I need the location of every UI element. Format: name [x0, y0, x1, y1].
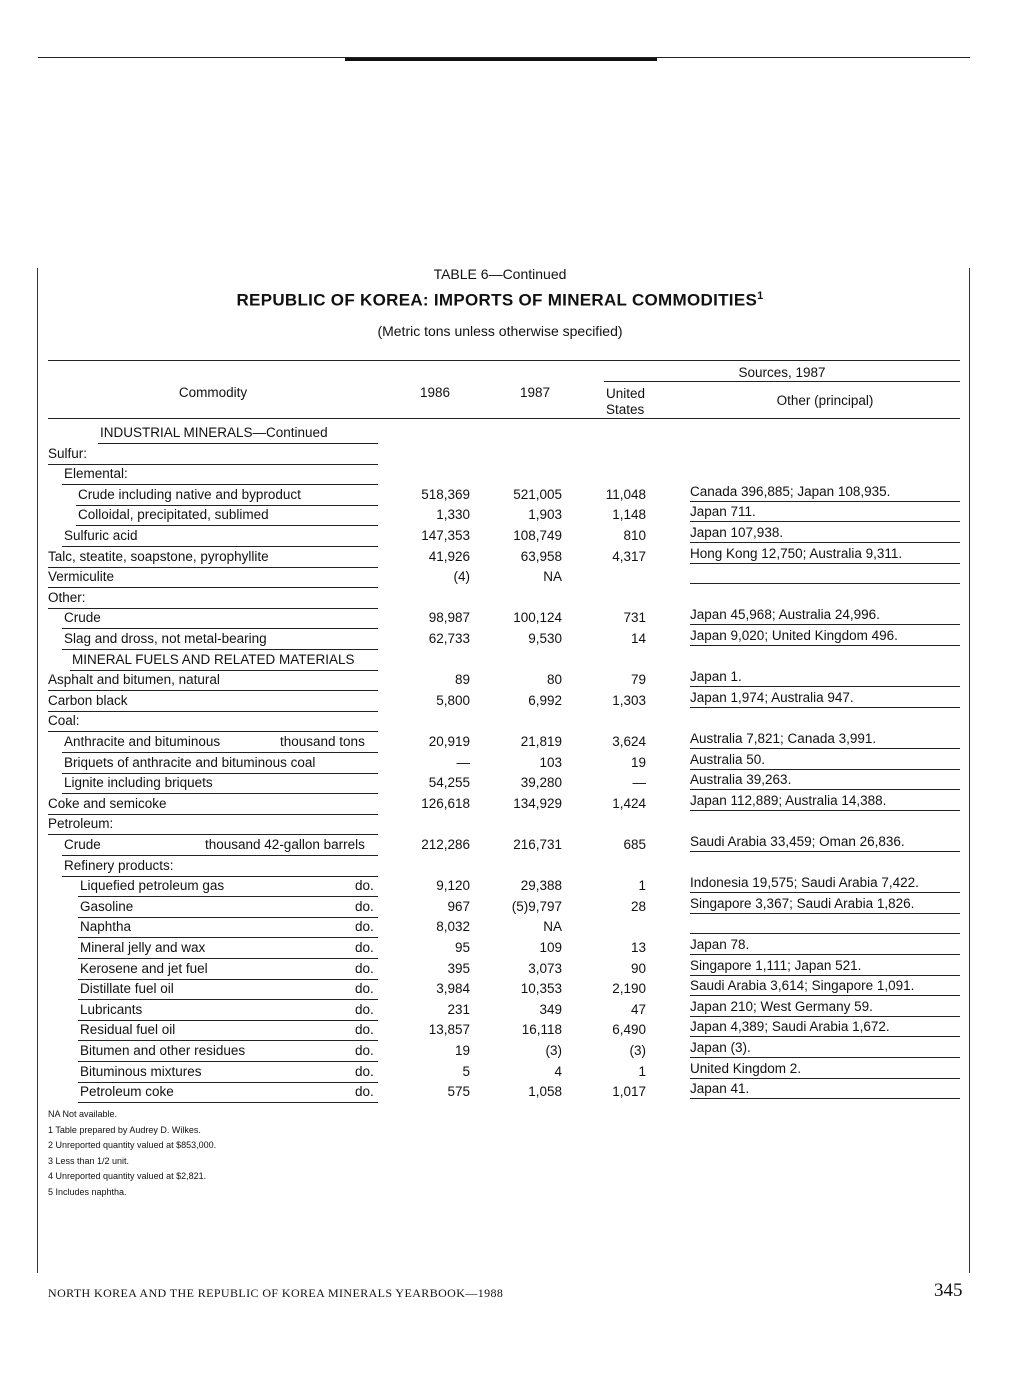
row-label-rule	[76, 525, 378, 526]
value-other-sources: Hong Kong 12,750; Australia 9,311.	[690, 546, 903, 561]
header-bottom-rule	[48, 418, 960, 419]
value-united-states: 47	[630, 1002, 646, 1017]
value-united-states: 14	[630, 631, 646, 646]
row-label-rule	[48, 731, 378, 732]
value-1987: 349	[539, 1002, 562, 1017]
value-1987: 6,992	[528, 693, 562, 708]
value-1986: 41,926	[428, 549, 470, 564]
row-label: Gasoline	[80, 899, 134, 914]
value-other-sources: Japan 1.	[690, 669, 742, 684]
value-other-sources: Japan 210; West Germany 59.	[690, 999, 873, 1014]
value-1986: 212,286	[421, 837, 470, 852]
value-other-sources: Australia 50.	[690, 752, 766, 767]
row-label: Colloidal, precipitated, sublimed	[78, 507, 269, 522]
row-label: Naphtha	[80, 919, 132, 934]
row-right-rule	[690, 892, 960, 893]
value-1987: 4	[554, 1064, 562, 1079]
row-right-rule	[690, 686, 960, 687]
value-1987: 103	[539, 755, 562, 770]
row-label: Sulfur:	[48, 446, 88, 461]
row-label-rule	[78, 999, 378, 1000]
value-united-states: 3,624	[612, 734, 646, 749]
value-1986: 3,984	[436, 981, 470, 996]
row-unit: do.	[355, 1084, 374, 1099]
value-other-sources: Japan 1,974; Australia 947.	[690, 690, 854, 705]
row-label-rule	[48, 587, 378, 588]
value-1987: 108,749	[513, 528, 562, 543]
row-label-rule	[78, 896, 378, 897]
value-1986: 395	[447, 961, 470, 976]
value-other-sources: Canada 396,885; Japan 108,935.	[690, 484, 891, 499]
row-right-rule	[690, 954, 960, 955]
value-united-states: 731	[623, 610, 646, 625]
header-other: Other (principal)	[776, 393, 874, 408]
row-right-rule	[690, 933, 960, 934]
row-right-rule	[690, 1057, 960, 1058]
value-1987: NA	[543, 919, 562, 934]
row-unit: do.	[355, 919, 374, 934]
value-other-sources: Japan 107,938.	[690, 525, 784, 540]
row-label: Coal:	[48, 713, 80, 728]
value-1986: 9,120	[436, 878, 470, 893]
footnote: 1 Table prepared by Audrey D. Wilkes.	[48, 1124, 201, 1135]
value-1986: 1,330	[436, 507, 470, 522]
row-label-rule	[48, 608, 378, 609]
row-label: Lignite including briquets	[64, 775, 213, 790]
value-united-states: 1	[638, 878, 646, 893]
sources-rule	[604, 381, 960, 382]
row-unit: do.	[355, 981, 374, 996]
value-united-states: 685	[623, 837, 646, 852]
row-label-rule	[48, 814, 378, 815]
value-other-sources: Japan (3).	[690, 1040, 751, 1055]
row-unit: thousand 42-gallon barrels	[205, 837, 365, 852]
header-commodity: Commodity	[178, 385, 248, 400]
header-top-rule	[48, 360, 960, 361]
value-other-sources: Japan 112,889; Australia 14,388.	[690, 793, 887, 808]
value-1986: 8,032	[436, 919, 470, 934]
row-unit: do.	[355, 1022, 374, 1037]
row-label: Crude	[64, 837, 101, 852]
row-label: Lubricants	[80, 1002, 143, 1017]
value-other-sources: Australia 39,263.	[690, 772, 792, 787]
row-unit: do.	[355, 899, 374, 914]
value-united-states: 1,148	[612, 507, 646, 522]
row-label-rule	[62, 649, 378, 650]
row-label: Vermiculite	[48, 569, 115, 584]
value-other-sources: Singapore 3,367; Saudi Arabia 1,826.	[690, 896, 915, 911]
row-label-rule	[78, 917, 378, 918]
footnote: 5 Includes naphtha.	[48, 1186, 127, 1197]
row-label: Talc, steatite, soapstone, pyrophyllite	[48, 549, 269, 564]
value-1987: 9,530	[528, 631, 562, 646]
row-unit: do.	[355, 940, 374, 955]
row-label-rule	[78, 1061, 378, 1062]
footnote: 4 Unreported quantity valued at $2,821.	[48, 1171, 207, 1181]
value-1987: 29,388	[520, 878, 562, 893]
row-label: Slag and dross, not metal-bearing	[64, 631, 267, 646]
row-label: MINERAL FUELS AND RELATED MATERIALS	[72, 652, 355, 667]
row-label: Kerosene and jet fuel	[80, 961, 208, 976]
row-right-rule	[690, 975, 960, 976]
value-other-sources: Japan 9,020; United Kingdom 496.	[690, 628, 898, 643]
row-label: Distillate fuel oil	[80, 981, 174, 996]
value-other-sources: Japan 711.	[690, 504, 756, 519]
page-number: 345	[934, 1280, 963, 1301]
row-label-rule	[62, 855, 378, 856]
value-1987: 1,903	[528, 507, 562, 522]
value-united-states: 1,424	[612, 796, 646, 811]
value-other-sources: Japan 41.	[690, 1081, 750, 1096]
value-united-states: 11,048	[605, 487, 646, 502]
row-label: Liquefied petroleum gas	[80, 878, 225, 893]
left-margin-rule	[37, 268, 38, 1273]
value-1987: 521,005	[513, 487, 562, 502]
value-1987: 10,353	[520, 981, 562, 996]
title-footnote-ref: 1	[757, 290, 764, 302]
value-1987: 63,958	[520, 549, 562, 564]
row-label-rule	[62, 773, 378, 774]
row-right-rule	[690, 769, 960, 770]
row-unit: do.	[355, 878, 374, 893]
row-label-rule	[78, 979, 378, 980]
row-label: Crude	[64, 610, 101, 625]
value-1987: (5)9,797	[511, 899, 562, 914]
value-1986: 13,857	[428, 1022, 470, 1037]
right-margin-rule	[969, 268, 970, 1273]
row-label: Anthracite and bituminous	[64, 734, 221, 749]
value-1987: 16,118	[521, 1022, 562, 1037]
row-right-rule	[690, 1016, 960, 1017]
value-1986: 147,353	[421, 528, 470, 543]
row-right-rule	[690, 645, 960, 646]
row-right-rule	[690, 1036, 960, 1037]
row-label: Briquets of anthracite and bituminous coal	[64, 755, 316, 770]
value-united-states: —	[632, 775, 646, 790]
value-1986: 89	[454, 672, 470, 687]
row-label-rule	[62, 752, 378, 753]
row-label-rule	[48, 711, 378, 712]
row-label-rule	[98, 443, 378, 444]
value-1987: 1,058	[528, 1084, 562, 1099]
value-1986: —	[456, 755, 470, 770]
value-united-states: 4,317	[612, 549, 646, 564]
value-united-states: 19	[630, 755, 646, 770]
row-label: Coke and semicoke	[48, 796, 167, 811]
row-right-rule	[690, 810, 960, 811]
value-other-sources: Saudi Arabia 3,614; Singapore 1,091.	[690, 978, 915, 993]
row-label-rule	[78, 1102, 378, 1103]
row-right-rule	[690, 563, 960, 564]
value-1987: 21,819	[520, 734, 562, 749]
row-right-rule	[690, 583, 960, 584]
value-1987: (3)	[545, 1043, 562, 1058]
value-1986: 62,733	[428, 631, 470, 646]
value-united-states: 1	[638, 1064, 646, 1079]
row-label-rule	[62, 484, 378, 485]
value-1986: 575	[447, 1084, 470, 1099]
value-1986: 5,800	[436, 693, 470, 708]
row-label: Sulfuric acid	[64, 528, 138, 543]
footnote: 2 Unreported quantity valued at $853,000.	[48, 1140, 217, 1150]
value-other-sources: Japan 45,968; Australia 24,996.	[690, 607, 880, 622]
row-label-rule	[70, 670, 378, 671]
footnote: NA Not available.	[48, 1109, 118, 1119]
value-1986: 98,987	[428, 610, 470, 625]
row-label-rule	[62, 546, 378, 547]
row-label: Carbon black	[48, 693, 128, 708]
value-1987: 216,731	[513, 837, 562, 852]
value-1986: (4)	[453, 569, 470, 584]
row-right-rule	[690, 995, 960, 996]
row-label-rule	[48, 464, 378, 465]
header-1987: 1987	[519, 385, 551, 400]
value-1987: NA	[543, 569, 562, 584]
value-1986: 95	[454, 940, 470, 955]
row-label-rule	[62, 793, 378, 794]
value-1986: 518,369	[421, 487, 470, 502]
row-right-rule	[690, 748, 960, 749]
row-right-rule	[690, 707, 960, 708]
value-united-states: 79	[630, 672, 646, 687]
row-label: Bitumen and other residues	[80, 1043, 246, 1058]
running-title: NORTH KOREA AND THE REPUBLIC OF KOREA MINERALS YEARBOOK—1988	[48, 1286, 504, 1300]
value-1986: 54,255	[428, 775, 470, 790]
value-united-states: 1,017	[612, 1084, 646, 1099]
table-title	[0, 290, 1000, 311]
value-1986: 5	[462, 1064, 470, 1079]
row-label-rule	[78, 937, 378, 938]
table-subtitle: (Metric tons unless otherwise specified)	[377, 323, 623, 339]
row-unit: do.	[355, 961, 374, 976]
row-label-rule	[76, 505, 378, 506]
value-united-states: 28	[630, 899, 646, 914]
row-right-rule	[690, 1098, 960, 1099]
header-1986: 1986	[419, 385, 451, 400]
row-label-rule	[48, 834, 378, 835]
row-right-rule	[690, 542, 960, 543]
row-right-rule	[690, 1078, 960, 1079]
row-label-rule	[78, 1040, 378, 1041]
row-label: Petroleum coke	[80, 1084, 174, 1099]
value-1987: 109	[539, 940, 562, 955]
value-united-states: (3)	[629, 1043, 646, 1058]
row-unit: do.	[355, 1064, 374, 1079]
value-united-states: 2,190	[612, 981, 646, 996]
value-other-sources: Japan 78.	[690, 937, 750, 952]
row-label-rule	[62, 876, 378, 877]
row-unit: do.	[355, 1002, 374, 1017]
row-label: Petroleum:	[48, 816, 114, 831]
row-right-rule	[690, 851, 960, 852]
row-label: Crude including native and byproduct	[78, 487, 301, 502]
row-right-rule	[690, 521, 960, 522]
value-1986: 19	[454, 1043, 470, 1058]
row-right-rule	[690, 624, 960, 625]
value-1986: 20,919	[428, 734, 470, 749]
value-united-states: 1,303	[612, 693, 646, 708]
row-right-rule	[690, 501, 960, 502]
value-united-states: 90	[630, 961, 646, 976]
value-other-sources: Japan 4,389; Saudi Arabia 1,672.	[690, 1019, 890, 1034]
value-other-sources: Singapore 1,111; Japan 521.	[690, 958, 862, 973]
row-label: Other:	[48, 590, 86, 605]
table-title-text: REPUBLIC OF KOREA: IMPORTS OF MINERAL COMMODITIES	[236, 290, 758, 310]
value-1987: 134,929	[513, 796, 562, 811]
row-label: Refinery products:	[64, 858, 174, 873]
value-other-sources: Saudi Arabia 33,459; Oman 26,836.	[690, 834, 905, 849]
top-bar	[345, 58, 657, 61]
table-label: TABLE 6—Continued	[433, 266, 567, 282]
value-other-sources: Indonesia 19,575; Saudi Arabia 7,422.	[690, 875, 919, 890]
value-1987: 39,280	[520, 775, 562, 790]
value-1987: 100,124	[513, 610, 562, 625]
row-right-rule	[690, 789, 960, 790]
row-label: Residual fuel oil	[80, 1022, 176, 1037]
value-united-states: 810	[623, 528, 646, 543]
header-us-line2: States	[606, 402, 645, 417]
row-label: Mineral jelly and wax	[80, 940, 206, 955]
row-right-rule	[690, 913, 960, 914]
value-1986: 126,618	[421, 796, 470, 811]
row-label-rule	[62, 628, 378, 629]
row-label-rule	[48, 567, 378, 568]
row-unit: do.	[355, 1043, 374, 1058]
value-1987: 80	[546, 672, 562, 687]
row-label-rule	[48, 690, 378, 691]
value-1987: 3,073	[528, 961, 562, 976]
row-unit: thousand tons	[280, 734, 365, 749]
value-united-states: 6,490	[612, 1022, 646, 1037]
footnote: 3 Less than 1/2 unit.	[48, 1155, 130, 1166]
row-label: Bituminous mixtures	[80, 1064, 202, 1079]
header-us-line1: United	[606, 386, 646, 401]
header-sources: Sources, 1987	[738, 365, 826, 380]
row-label-rule	[78, 958, 378, 959]
row-label-rule	[78, 1082, 378, 1083]
value-1986: 231	[447, 1002, 470, 1017]
row-label: Asphalt and bitumen, natural	[48, 672, 220, 687]
row-label-rule	[78, 1020, 378, 1021]
row-label: Elemental:	[64, 466, 128, 481]
value-other-sources: United Kingdom 2.	[690, 1061, 802, 1076]
value-1986: 967	[447, 899, 470, 914]
value-united-states: 13	[630, 940, 646, 955]
row-label: INDUSTRIAL MINERALS—Continued	[100, 425, 328, 440]
value-other-sources: Australia 7,821; Canada 3,991.	[690, 731, 877, 746]
